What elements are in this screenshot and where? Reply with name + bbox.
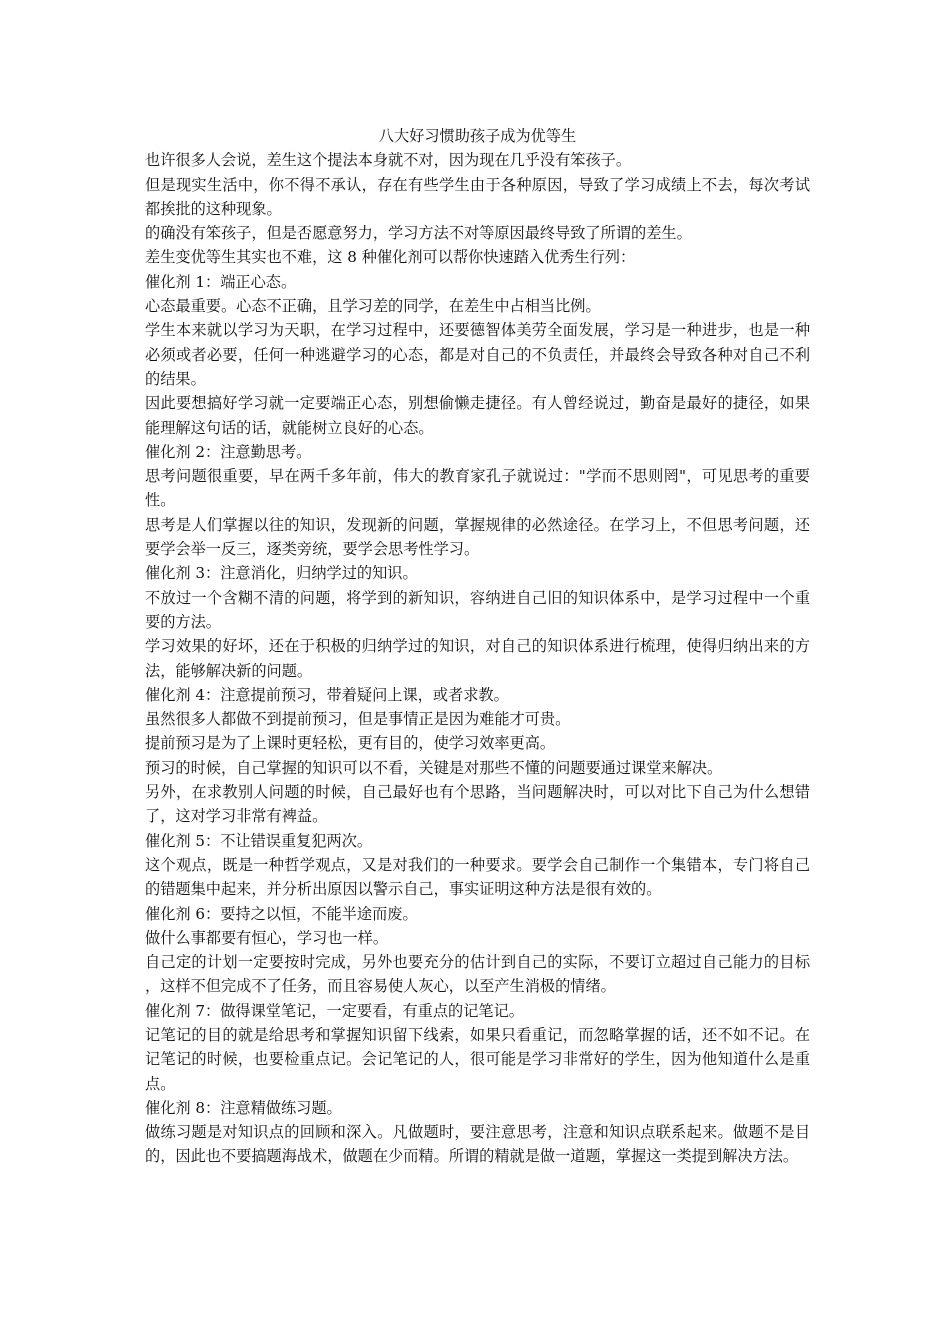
paragraph: 这个观点，既是一种哲学观点，又是对我们的一种要求。要学会自己制作一个集错本，专门将自己的错题集中起来，并分析出原因以警示自己，事实证明这种方法是很有效的。 (145, 855, 810, 899)
paragraph: 预习的时候，自己掌握的知识可以不看，关键是对那些不懂的问题要通过课堂来解决。 (145, 758, 723, 777)
paragraph: 学习效果的好坏，还在于积极的归纳学过的知识，对自己的知识体系进行梳理，使得归纳出来的方法，能够解决新的问题。 (145, 637, 810, 680)
paragraph: 思考是人们掌握以往的知识，发现新的问题，掌握规律的必然途径。在学习上，不但思考问题，还要学会举一反三，逐类旁统，要学会思考性学习。 (145, 515, 810, 559)
paragraph: 也许很多人会说，差生这个提法本身就不对，因为现在几乎没有笨孩子。 (145, 151, 631, 170)
paragraph: 提前预习是为了上课时更轻松，更有目的，使学习效率更高。 (145, 734, 556, 753)
paragraph: 催化剂 7：做得课堂笔记，一定要看，有重点的记笔记。 (145, 1001, 524, 1020)
paragraph: 心态最重要。心态不正确，且学习差的同学，在差生中占相当比例。 (145, 297, 601, 316)
paragraph: 思考问题很重要，早在两千多年前，伟大的教育家孔子就说过："学而不思则罔"，可见思考的重要性。 (145, 467, 810, 510)
paragraph: 虽然很多人都做不到提前预习，但是事情正是因为难能才可贵。 (145, 710, 571, 729)
paragraph: 催化剂 3：注意消化，归纳学过的知识。 (145, 564, 418, 583)
document-title: 八大好习惯助孩子成为优等生 (378, 127, 577, 145)
paragraph: 另外，在求教别人问题的时候，自己最好也有个思路，当问题解决时，可以对比下自己为什么想错了，这对学习非常有裨益。 (145, 783, 810, 826)
paragraph: 但是现实生活中，你不得不承认，存在有些学生由于各种原因，导致了学习成绩上不去，每次考试都挨批的这种现象。 (145, 175, 810, 218)
paragraph: 做练习题是对知识点的回顾和深入。凡做题时，要注意思考，注意和知识点联系起来。做题不是目的，因此也不要搞题海战术，做题在少而精。所谓的精就是做一道题，掌握这一类提到解决方法。 (145, 1123, 810, 1166)
paragraph: 不放过一个含糊不清的问题，将学到的新知识，容纳进自己旧的知识体系中，是学习过程中一个重要的方法。 (145, 588, 810, 631)
document-body (145, 148, 810, 1168)
document-page (145, 124, 810, 1169)
paragraph: 催化剂 6：要持之以恒，不能半途而废。 (145, 904, 418, 923)
paragraph: 学生本来就以学习为天职，在学习过程中，还要德智体美劳全面发展，学习是一种进步，也是一种必须或者必要，任何一种逃避学习的心态，都是对自己的不负责任，并最终会导致各种对自己不利的结果。 (145, 321, 810, 388)
paragraph: 催化剂 2：注意勤思考。 (145, 442, 312, 461)
paragraph: 差生变优等生其实也不难，这 8 种催化剂可以帮你快速踏入优秀生行列： (145, 248, 636, 267)
paragraph: 自己定的计划一定要按时完成，另外也要充分的估计到自己的实际，不要订立超过自己能力的目标，这样不但完成不了任务，而且容易使人灰心，以至产生消极的情绪。 (145, 953, 810, 996)
paragraph: 催化剂 4：注意提前预习，带着疑问上课，或者求教。 (145, 685, 509, 704)
paragraph: 催化剂 5：不让错误重复犯两次。 (145, 831, 373, 850)
paragraph: 的确没有笨孩子，但是否愿意努力，学习方法不对等原因最终导致了所谓的差生。 (145, 224, 692, 243)
paragraph: 催化剂 8：注意精做练习题。 (145, 1098, 342, 1117)
paragraph: 做什么事都要有恒心，学习也一样。 (145, 928, 388, 947)
paragraph: 催化剂 1：端正心态。 (145, 272, 297, 291)
paragraph: 记笔记的目的就是给思考和掌握知识留下线索，如果只看重记，而忽略掌握的话，还不如不记。在记笔记的时候，也要检重点记。会记笔记的人，很可能是学习非常好的学生，因为他知道什么是重点。 (145, 1025, 810, 1093)
paragraph: 因此要想搞好学习就一定要端正心态，别想偷懒走捷径。有人曾经说过，勤奋是最好的捷径，如果能理解这句话的话，就能树立良好的心态。 (145, 394, 810, 437)
